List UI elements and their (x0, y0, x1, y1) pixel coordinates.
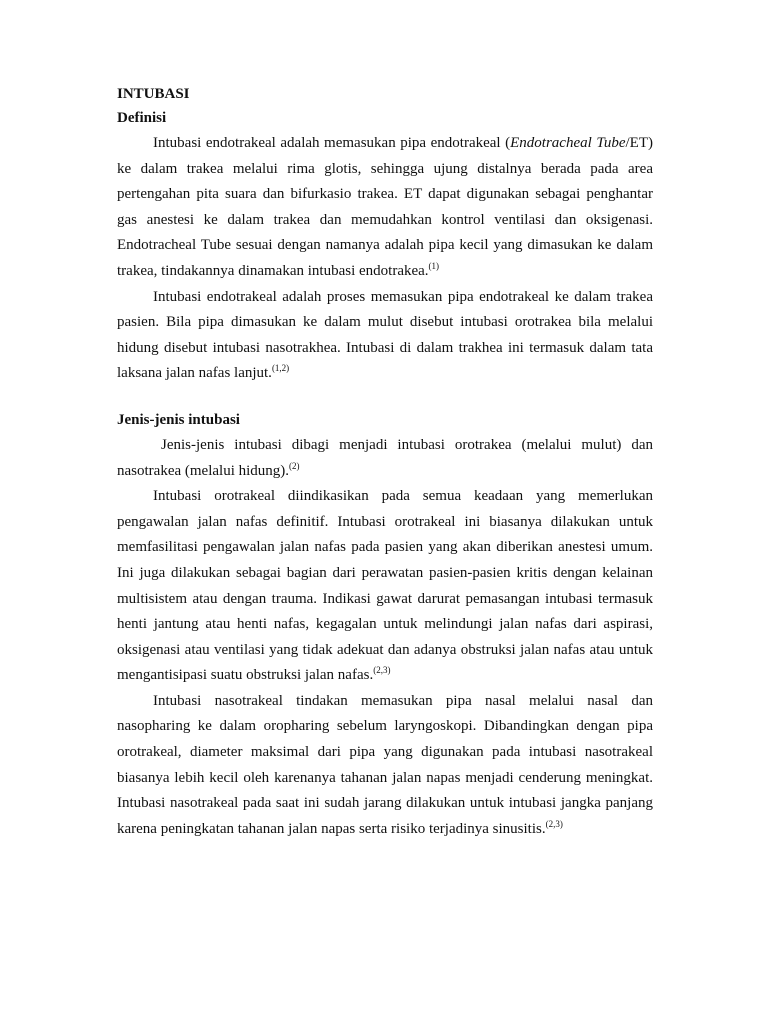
paragraph-text: Intubasi nasotrakeal tindakan memasukan pipa nasal melalui nasal dan nasopharing ke dalam oropharing sebelum laryngoskopi. Dibandingkan dengan pipa orotrakeal, diameter maksimal dari pipa yang digunakan pada intubasi nasotrakeal biasanya lebih kecil oleh karenanya tahanan jalan napas menjadi cenderung meningkat. Intubasi nasotrakeal pada saat ini sudah jarang dilakukan untuk intubasi jangka panjang karena peningkatan tahanan jalan napas serta risiko terjadinya sinusitis. (117, 692, 653, 837)
document-title: INTUBASI (117, 86, 190, 102)
definisi-paragraph-2 (117, 285, 653, 387)
jenis-paragraph-3 (117, 689, 653, 843)
definisi-paragraph-1 (117, 131, 653, 285)
italic-term: Endotracheal Tube (510, 135, 626, 151)
section-heading-definisi: Definisi (117, 110, 167, 126)
paragraph-text: Jenis-jenis intubasi dibagi menjadi intubasi orotrakea (melalui mulut) dan nasotrakea (melalui hidung). (117, 436, 653, 479)
paragraph-text: /ET) ke dalam trakea melalui rima glotis, sehingga ujung distalnya berada pada area pertengahan pita suara dan bifurkasio trakea. ET dapat digunakan sebagai penghantar gas anestesi ke dalam trakea dan memudahkan kontrol ventilasi dan oksigenasi. Endotracheal Tube sesuai dengan namanya adalah pipa kecil yang dimasukan ke dalam trakea, tindakannya dinamakan intubasi endotrakea. (117, 135, 653, 279)
section-heading-jenis-intubasi: Jenis-jenis intubasi (117, 411, 240, 428)
citation: (2,3) (545, 818, 563, 829)
paragraph-text: Intubasi endotrakeal adalah memasukan pipa endotrakeal ( (153, 135, 511, 151)
jenis-paragraph-2 (117, 484, 653, 689)
paragraph-text: Intubasi endotrakeal adalah proses memasukan pipa endotrakeal ke dalam trakea pasien. Bila pipa dimasukan ke dalam mulut disebut intubasi orotrakea bila melalui hidung disebut intubasi nasotrakhea. Intubasi di dalam trakhea ini termasuk dalam tata laksana jalan nafas lanjut. (117, 288, 653, 382)
paragraph-text: Intubasi orotrakeal diindikasikan pada semua keadaan yang memerlukan pengawalan jalan nafas definitif. Intubasi orotrakeal ini biasanya dilakukan untuk memfasilitasi pengawalan jalan nafas pada pasien yang akan diberikan anestesi umum. Ini juga dilakukan sebagai bagian dari perawatan pasien-pasien kritis dengan kelainan multisistem atau dengan trauma. Indikasi gawat darurat pemasangan intubasi termasuk henti jantung atau henti nafas, kegagalan untuk melindungi jalan nafas dari aspirasi, oksigenasi atau ventilasi yang tidak adekuat dan adanya obstruksi jalan nafas atau untuk mengantisipasi suatu obstruksi jalan nafas. (117, 488, 653, 684)
section-spacer (117, 387, 653, 410)
citation: (1) (428, 260, 440, 271)
citation: (2,3) (373, 665, 391, 676)
citation: (1,2) (271, 363, 290, 374)
jenis-paragraph-1 (117, 433, 653, 484)
citation: (2) (289, 460, 300, 471)
document-body (117, 85, 653, 842)
